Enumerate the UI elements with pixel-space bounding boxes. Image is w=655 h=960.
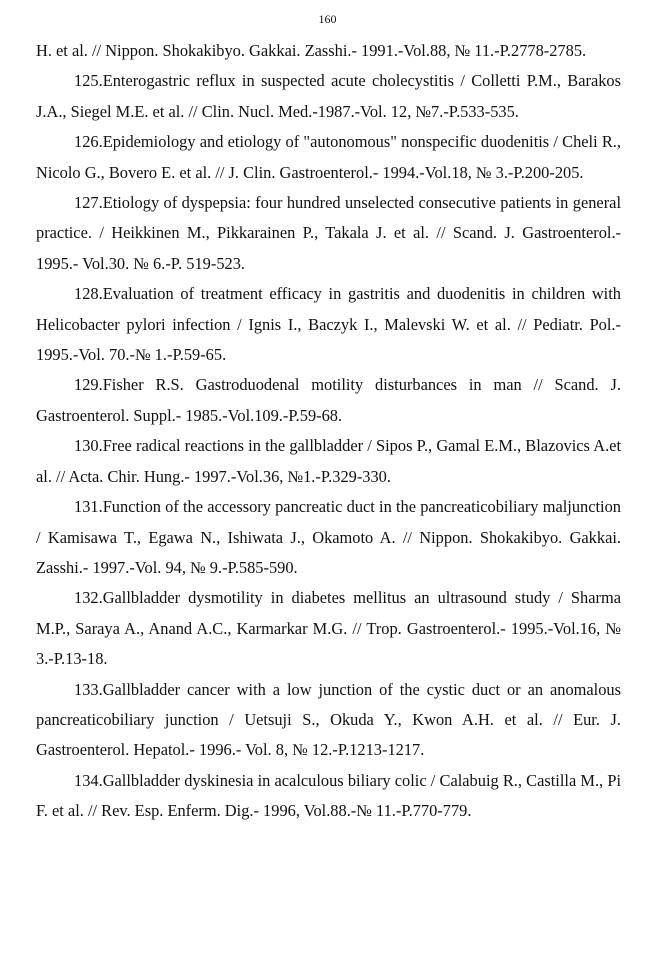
reference-number: 134.	[74, 770, 103, 790]
reference-text: Epidemiology and etiology of "autonomous" nonspecific duodenitis / Cheli R., Nicolo G., Bovero E. et al. // J. Clin. Gastroenterol.- 1994.-Vol.18, № 3.-P.200-205.	[36, 132, 621, 182]
reference-item-134	[36, 766, 621, 827]
reference-number: 125.	[74, 71, 103, 91]
reference-text: Etiology of dyspepsia: four hundred unselected consecutive patients in general practice. / Heikkinen M., Pikkarainen P., Takala J. et al. // Scand. J. Gastroenterol.- 1995.- Vol.30. № 6.-P. 519-523.	[36, 193, 621, 273]
reference-number: 132.	[74, 588, 103, 608]
reference-number: 126.	[74, 132, 103, 152]
reference-continuation: H. et al. // Nippon. Shokakibyo. Gakkai. Zasshi.- 1991.-Vol.88, № 11.-P.2778-2785.	[36, 41, 587, 60]
reference-item-132	[36, 583, 621, 674]
reference-number: 131.	[74, 497, 103, 517]
reference-text: Fisher R.S. Gastroduodenal motility disturbances in man // Scand. J. Gastroenterol. Suppl.- 1985.-Vol.109.-P.59-68.	[36, 375, 621, 425]
reference-item-128	[36, 279, 621, 370]
reference-text: Enterogastric reflux in suspected acute cholecystitis / Colletti P.M., Barakos J.A., Siegel M.E. et al. // Clin. Nucl. Med.-1987.-Vol. 12, №7.-P.533-535.	[36, 71, 621, 121]
reference-number: 133.	[74, 679, 103, 699]
reference-item-126	[36, 127, 621, 188]
reference-number: 129.	[74, 375, 103, 395]
reference-item-125	[36, 66, 621, 127]
reference-item-130	[36, 431, 621, 492]
reference-item-131	[36, 492, 621, 583]
page-number: 160	[318, 12, 337, 26]
reference-item-133	[36, 675, 621, 766]
reference-text: Evaluation of treatment efficacy in gastritis and duodenitis in children with Helicobacter pylori infection / Ignis I., Baczyk I., Malevski W. et al. // Pediatr. Pol.- 1995.-Vol. 70.-№ 1.-P.59-65.	[36, 284, 621, 365]
reference-text: Gallbladder cancer with a low junction of the cystic duct or an anomalous pancreaticobiliary junction / Uetsuji S., Okuda Y., Kwon A.H. et al. // Eur. J. Gastroenterol. Hepatol.- 1996.- Vol. 8, № 12.-P.1213-1217.	[36, 679, 621, 760]
reference-item-127	[36, 188, 621, 279]
reference-number: 127.	[74, 193, 103, 213]
reference-number: 130.	[74, 436, 103, 456]
reference-item-129	[36, 370, 621, 431]
reference-text: Gallbladder dysmotility in diabetes mellitus an ultrasound study / Sharma M.P., Saraya A., Anand A.C., Karmarkar M.G. // Trop. Gastroenterol.- 1995.-Vol.16, № 3.-P.13-18.	[36, 588, 621, 669]
reference-number: 128.	[74, 284, 103, 304]
reference-text: Function of the accessory pancreatic duct in the pancreaticobiliary maljunction / Kamisawa T., Egawa N., Ishiwata J., Okamoto A. // Nippon. Shokakibyo. Gakkai. Zasshi.- 1997.-Vol. 94, № 9.-P.585-590.	[36, 497, 621, 577]
reference-text: Free radical reactions in the gallbladder / Sipos P., Gamal E.M., Blazovics A.et al. // Acta. Chir. Hung.- 1997.-Vol.36, №1.-P.329-330.	[36, 436, 621, 486]
reference-list	[36, 36, 621, 827]
reference-text: Gallbladder dyskinesia in acalculous biliary colic / Calabuig R., Castilla M., Pi F. et al. // Rev. Esp. Enferm. Dig.- 1996, Vol.88.-№ 11.-P.770-779.	[36, 770, 621, 821]
